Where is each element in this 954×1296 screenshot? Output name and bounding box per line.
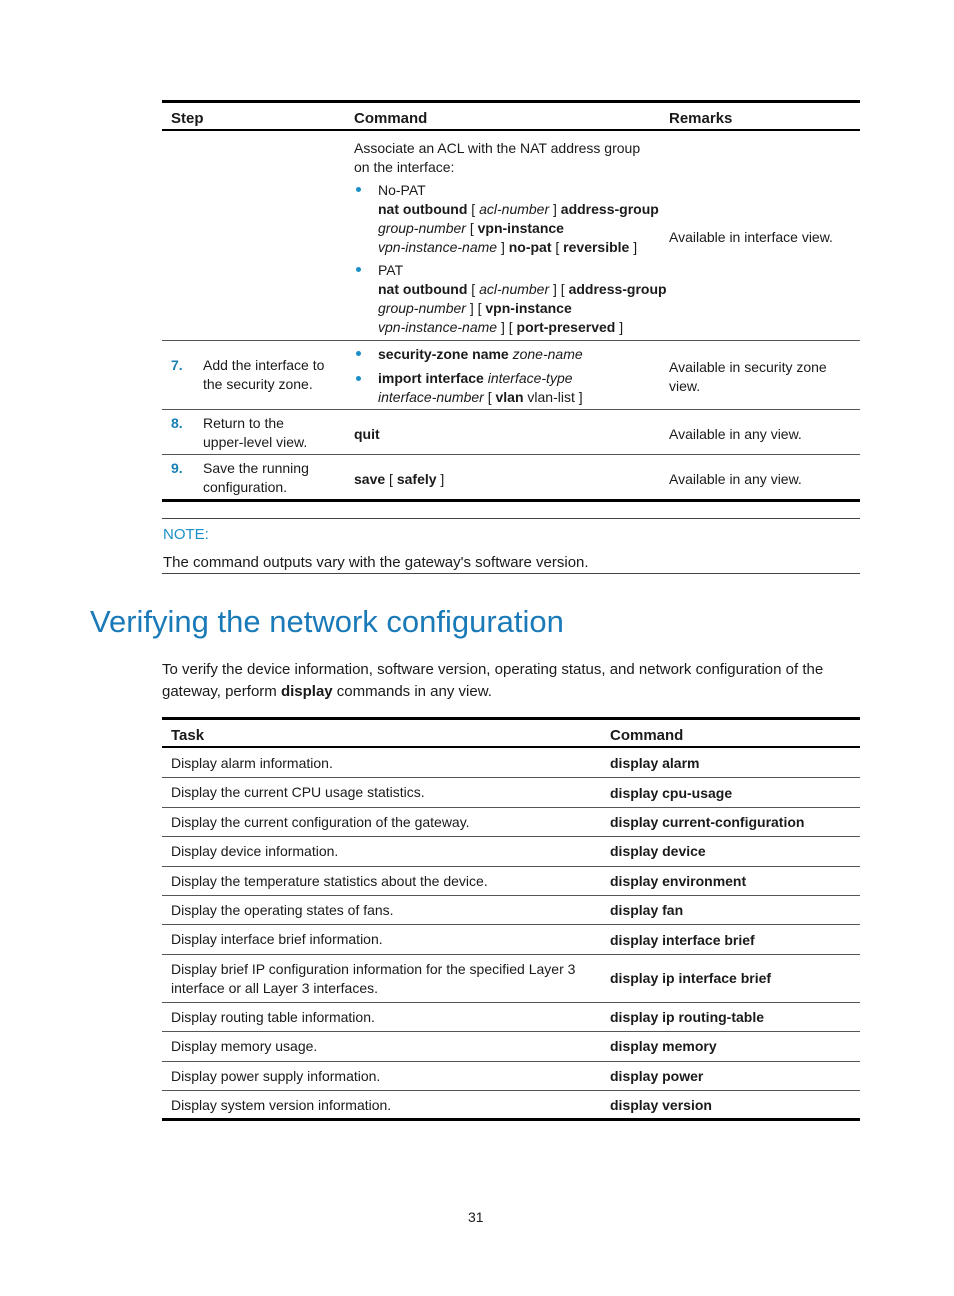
section-paragraph-line2: gateway, perform display commands in any view. xyxy=(162,683,492,700)
bullet-dot xyxy=(356,267,361,272)
header-step: Step xyxy=(171,110,204,127)
task-text: Display device information. xyxy=(171,843,339,860)
note-title: NOTE: xyxy=(163,526,209,543)
step-text-line1: Return to the xyxy=(203,415,284,431)
command-text: display device xyxy=(610,843,706,860)
row-divider xyxy=(162,954,860,955)
step-text-line2: the security zone. xyxy=(203,376,313,392)
table-top-rule xyxy=(162,100,860,103)
command-text: display memory xyxy=(610,1038,717,1055)
pat-cmd-line3: vpn-instance-name ] [ port-preserved ] xyxy=(378,319,624,335)
page-number: 31 xyxy=(468,1209,484,1225)
table-bottom-rule xyxy=(162,1118,860,1121)
header-command: Command xyxy=(354,110,428,127)
task-text-line2: interface or all Layer 3 interfaces. xyxy=(171,979,378,996)
row-divider xyxy=(162,836,860,837)
row-divider xyxy=(162,1061,860,1062)
header-rule xyxy=(162,746,860,748)
remarks-line1: Available in security zone xyxy=(669,359,827,375)
header-command: Command xyxy=(610,727,684,744)
cmd-quit: quit xyxy=(354,426,380,442)
row-divider xyxy=(162,895,860,896)
section-heading: Verifying the network configuration xyxy=(90,604,564,639)
task-text: Display the current configuration of the gateway. xyxy=(171,813,470,830)
cmd-save: save [ safely ] xyxy=(354,471,445,487)
cmd-security-zone: security-zone name zone-name xyxy=(378,346,583,362)
header-task: Task xyxy=(171,727,205,744)
task-text: Display power supply information. xyxy=(171,1067,381,1084)
header-rule xyxy=(162,129,860,131)
step-text-line2: upper-level view. xyxy=(203,434,308,450)
row-divider xyxy=(162,1031,860,1032)
command-text: display power xyxy=(610,1067,704,1084)
pat-label: PAT xyxy=(378,262,404,278)
row-divider xyxy=(162,924,860,925)
nopat-cmd-line2: group-number [ vpn-instance xyxy=(378,220,564,236)
command-text: display interface brief xyxy=(610,931,755,948)
pat-cmd-line2: group-number ] [ vpn-instance xyxy=(378,300,572,316)
row-divider xyxy=(162,409,860,410)
step-number: 9. xyxy=(171,460,183,476)
bullet-dot xyxy=(356,351,361,356)
note-top-rule xyxy=(162,518,860,519)
row-divider xyxy=(162,340,860,341)
task-text: Display the operating states of fans. xyxy=(171,902,394,918)
row-divider xyxy=(162,777,860,778)
acl-intro-line2: on the interface: xyxy=(354,159,455,175)
header-remarks: Remarks xyxy=(669,110,733,127)
note-bottom-rule xyxy=(162,573,860,574)
step-text-line2: configuration. xyxy=(203,479,288,495)
step-text-line1: Save the running xyxy=(203,460,309,476)
nopat-cmd-line1: nat outbound [ acl-number ] address-group xyxy=(378,201,659,217)
step-text-line1: Add the interface to xyxy=(203,357,325,373)
command-text: display ip interface brief xyxy=(610,970,772,987)
row-divider xyxy=(162,1002,860,1003)
command-text: display ip routing-table xyxy=(610,1009,765,1025)
table-top-rule xyxy=(162,717,860,720)
row-divider xyxy=(162,866,860,867)
cmd-import-interface-line1: import interface interface-type xyxy=(378,370,573,386)
nopat-cmd-line3: vpn-instance-name ] no-pat [ reversible ] xyxy=(378,239,638,255)
cmd-import-interface-line2: interface-number [ vlan vlan-list ] xyxy=(378,389,583,405)
task-text: Display the temperature statistics about the device. xyxy=(171,872,488,889)
step-number: 8. xyxy=(171,415,183,431)
command-text: display cpu-usage xyxy=(610,784,733,801)
bullet-dot xyxy=(356,376,361,381)
command-text: display current-configuration xyxy=(610,814,805,830)
section-paragraph-line1: To verify the device information, software version, operating status, and network configuration of the xyxy=(162,661,824,678)
task-text: Display system version information. xyxy=(171,1097,392,1113)
task-text: Display brief IP configuration information for the specified Layer 3 xyxy=(171,960,576,977)
task-text: Display routing table information. xyxy=(171,1008,375,1025)
table-bottom-rule xyxy=(162,499,860,502)
command-text: display fan xyxy=(610,902,684,919)
command-text: display version xyxy=(610,1097,712,1114)
remarks-line2: view. xyxy=(669,378,701,394)
row-divider xyxy=(162,454,860,455)
bullet-dot xyxy=(356,187,361,192)
nopat-label: No-PAT xyxy=(378,182,426,198)
acl-intro-line1: Associate an ACL with the NAT address group xyxy=(354,140,641,156)
remarks: Available in any view. xyxy=(669,426,802,442)
command-text: display environment xyxy=(610,872,747,889)
task-text: Display alarm information. xyxy=(171,755,333,771)
remarks: Available in any view. xyxy=(669,471,802,487)
command-text: display alarm xyxy=(610,755,700,772)
acl-remarks: Available in interface view. xyxy=(669,229,833,245)
row-divider xyxy=(162,807,860,808)
task-text: Display interface brief information. xyxy=(171,931,383,948)
note-text: The command outputs vary with the gateway's software version. xyxy=(163,554,589,571)
task-text: Display the current CPU usage statistics. xyxy=(171,784,425,801)
row-divider xyxy=(162,1090,860,1091)
pat-cmd-line1: nat outbound [ acl-number ] [ address-group xyxy=(378,281,667,297)
task-text: Display memory usage. xyxy=(171,1038,318,1055)
step-number: 7. xyxy=(171,357,183,373)
